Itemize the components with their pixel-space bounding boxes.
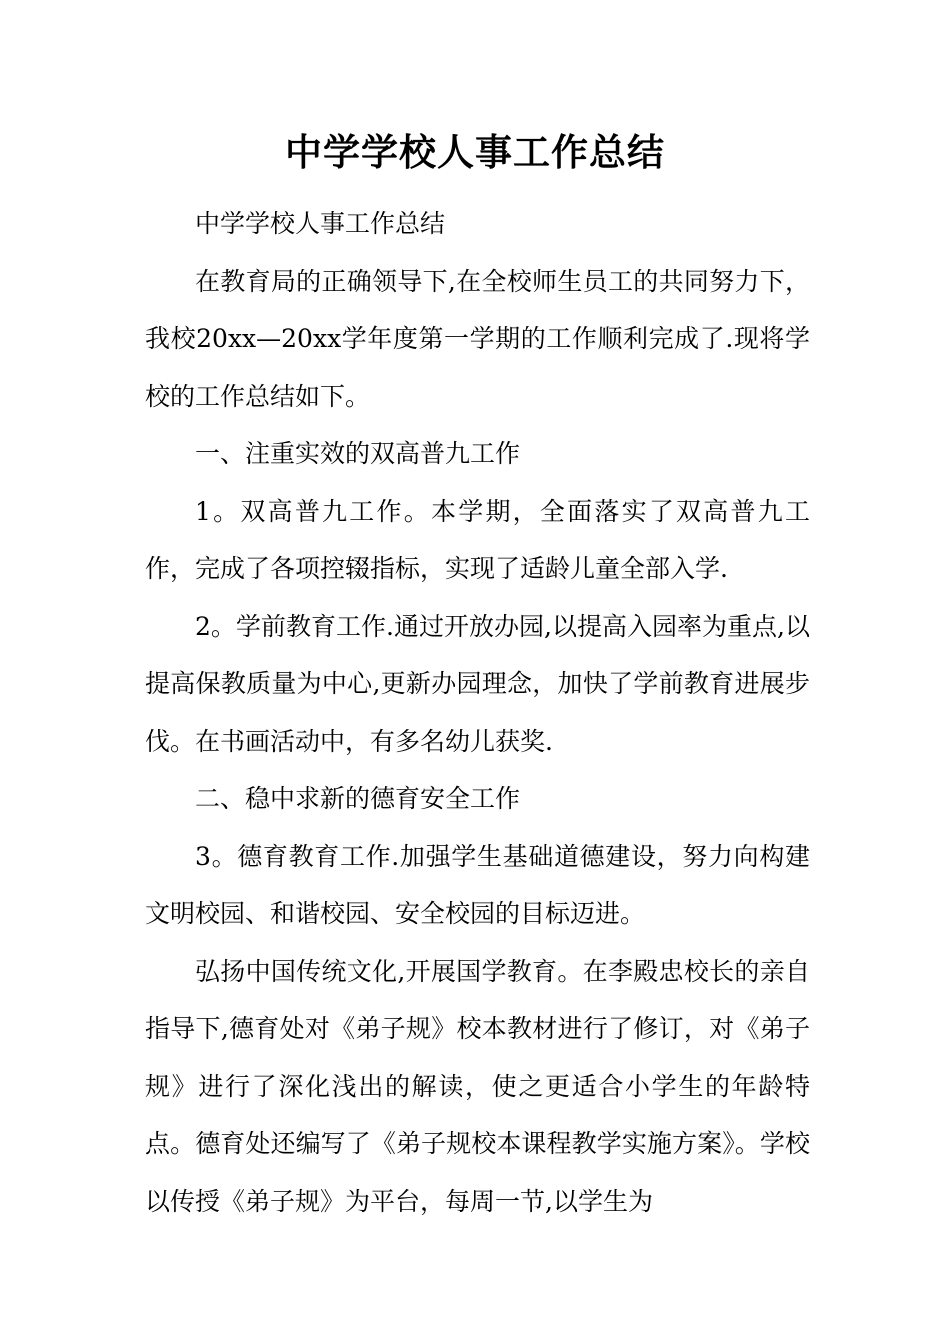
paragraph-item-1: 1。双高普九工作。本学期，全面落实了双高普九工作，完成了各项控辍指标，实现了适龄儿童全部入学. [145,496,810,583]
document-title: 中学学校人事工作总结 [285,130,665,174]
paragraph-traditional-culture: 弘扬中国传统文化,开展国学教育。在李殿忠校长的亲自指导下,德育处对《弟子规》校本教材进行了修订，对《弟子规》进行了深化浅出的解读，使之更适合小学生的年龄特点。德育处还编写了《弟子规校本课程教学实施方案》。学校以传授《弟子规》为平台，每周一节,以学生为 [145,956,810,1216]
paragraph-intro: 在教育局的正确领导下,在全校师生员工的共同努力下，我校20xx—20xx学年度第一学期的工作顺利完成了.现将学校的工作总结如下。 [145,266,810,411]
paragraph-subtitle: 中学学校人事工作总结 [195,209,446,238]
section-heading-1: 一、注重实效的双高普九工作 [195,439,521,468]
paragraph-item-2: 2。学前教育工作.通过开放办园,以提高入园率为重点,以提高保教质量为中心,更新办园理念，加快了学前教育进展步伐。在书画活动中，有多名幼儿获奖. [145,611,810,756]
section-heading-2: 二、稳中求新的德育安全工作 [195,784,521,813]
document-body [145,195,810,1230]
paragraph-item-3: 3。德育教育工作.加强学生基础道德建设，努力向构建文明校园、和谐校园、安全校园的目标迈进。 [145,841,810,928]
